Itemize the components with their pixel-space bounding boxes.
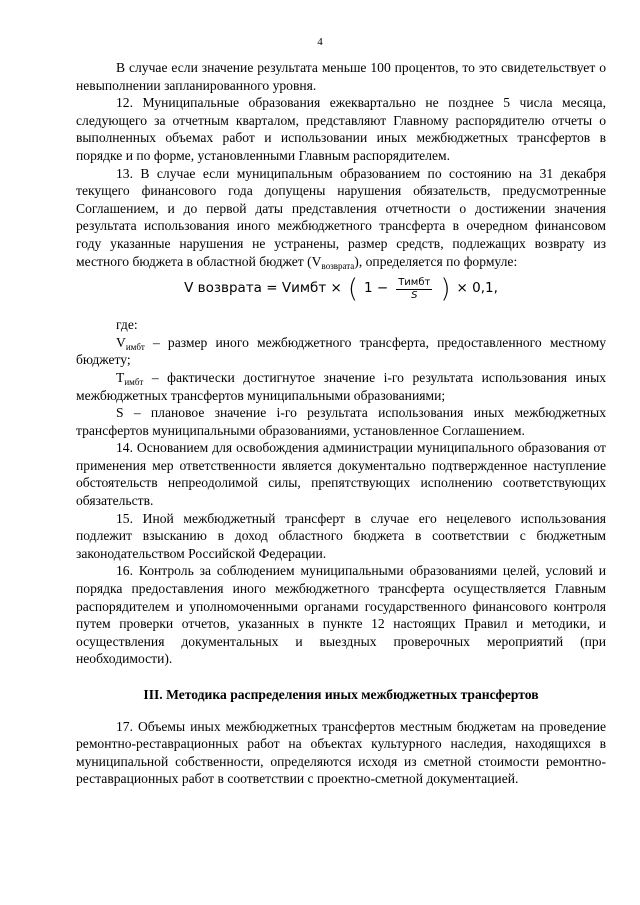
formula-tail: × 0,1, [456, 280, 498, 297]
formula-denominator: S [411, 289, 418, 301]
paragraph-16: 16. Контроль за соблюдением муниципальными образованиями целей, условий и порядка предоставления иного межбюджетного трансферта осуществляется Главным распорядителем и уполномоченными органами государственного финансового контроля путем проверки отчетов, указанных в пункте 12 настоящих Правил и методики, и осуществления документальных и выездных проверочных мероприятий (при необходимости). [76, 563, 606, 667]
paragraph-12: 12. Муниципальные образования ежеквартально не позднее 5 числа месяца, следующего за отчетным кварталом, представляют Главному распорядителю отчеты о выполненных объемах работ и использовании иных межбюджетных трансфертов в порядке и по форме, установленными Главным распорядителем. [76, 95, 606, 163]
section-heading: III. Методика распределения иных межбюджетных трансфертов [143, 687, 539, 702]
definition-v [76, 334, 606, 369]
definition-t-text: – фактически достигнутое значение i-го результата использования иных межбюджетных трансфертов муниципальными образованиями; [76, 369, 606, 403]
paragraph-13-text: 13. В случае если муниципальным образованием по состоянию на 31 декабря текущего финансового года допущены нарушения обязательств, предусмотренные Соглашением, и до первой даты представления отчетности о достижении значения результата использования иного межбюджетного трансферта в очередном финансовом году указанные нарушения не устранены, размер средств, подлежащих возврату из местного бюджета в областной бюджет (V [76, 165, 606, 269]
return-formula [76, 276, 606, 310]
page-number: 4 [317, 36, 323, 48]
formula-one-minus: 1 − [364, 280, 389, 297]
formula-fraction [396, 277, 432, 302]
paragraph-13 [76, 165, 606, 271]
paragraph-15: 15. Иной межбюджетный трансферт в случае его нецелевого использования подлежит взысканию в доход областного бюджета в соответствии с бюджетным законодательством Российской Федерации. [76, 510, 606, 561]
paragraph-13-end: ), определяется по формуле: [354, 253, 518, 269]
formula-lhs: V возврата = Vимбт × [184, 280, 342, 297]
definition-t [76, 369, 606, 404]
formula-numerator: Tимбт [398, 276, 431, 288]
formula-open-paren: ( [347, 274, 358, 305]
formula-close-paren: ) [440, 274, 451, 305]
definition-v-symbol: V [116, 334, 126, 350]
paragraph-14: 14. Основанием для освобождения администрации муниципального образования от применения мер ответственности является документально подтвержденное наступление обстоятельств непреодолимой силы, препятствующих исполнению соответствующих обязательств. [76, 440, 606, 509]
definition-t-symbol: T [116, 369, 125, 385]
where-label: где: [116, 317, 138, 333]
paragraph-17: 17. Объемы иных межбюджетных трансфертов местным бюджетам на проведение ремонтно-реставрационных работ на объектах культурного наследия, находящихся в муниципальной собственности, определяются исходя из сметной стоимости ремонтно-реставрационных работ в соответствии с проектно-сметной документацией. [76, 718, 606, 787]
v-return-subscript: возврата [321, 260, 355, 271]
paragraph-result-note: В случае если значение результата меньше 100 процентов, то это свидетельствует о невыполнении запланированного уровня. [76, 60, 606, 93]
document-body [76, 59, 606, 788]
definition-t-subscript: имбт [124, 376, 144, 387]
definition-v-text: – размер иного межбюджетного трансферта, предоставленного местному бюджету; [76, 334, 606, 368]
definition-v-subscript: имбт [125, 341, 145, 352]
definition-s: S – плановое значение i-го результата использования иных межбюджетных трансфертов муниципальными образованиями, установленное Соглашением. [76, 405, 606, 438]
